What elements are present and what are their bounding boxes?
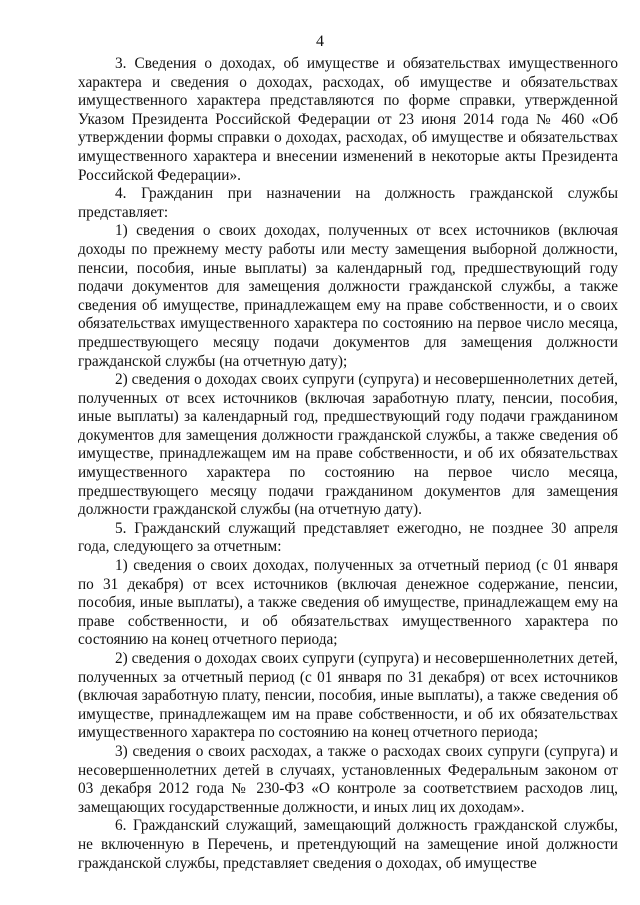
paragraph-5-item-3: 3) сведения о своих расходах, а также о расходах своих супруги (супруга) и несовершеннолетних детей в случаях, установленных Федеральным законом от 03 декабря 2012 года № 230-ФЗ «О контроле за соответствием расходов лиц, замещающих государственные должности, и иных лиц их доходам».: [78, 742, 618, 816]
paragraph-5-item-2: 2) сведения о доходах своих супруги (супруга) и несовершеннолетних детей, полученных за отчетный период (с 01 января по 31 декабря) от всех источников (включая заработную плату, пенсии, пособия, иные выплаты), а также сведения об имуществе, принадлежащем им на праве собственности, и об их обязательствах имущественного характера по состоянию на конец отчетного периода;: [78, 650, 618, 742]
paragraph-3-forms: 3. Сведения о доходах, об имуществе и обязательствах имущественного характера и сведения о доходах, расходах, об имуществе и обязательствах имущественного характера представляются по форме справки, утвержденной Указом Президента Российской Федерации от 23 июня 2014 года № 460 «Об утверждении формы справки о доходах, расходах, об имуществе и обязательствах имущественного характера и внесении изменений в некоторые акты Президента Российской Федерации».: [78, 55, 618, 184]
paragraph-4-item-2: 2) сведения о доходах своих супруги (супруга) и несовершеннолетних детей, полученных от всех источников (включая заработную плату, пенсии, пособия, иные выплаты) за календарный год, предшествующий году подачи гражданином документов для замещения должности гражданской службы, а также сведения об имуществе, принадлежащем им на праве собственности, и об их обязательствах имущественного характера по состоянию на первое число месяца, предшествующего месяцу подачи гражданином документов для замещения должности гражданской службы (на отчетную дату).: [78, 371, 618, 519]
paragraph-5-item-1: 1) сведения о своих доходах, полученных за отчетный период (с 01 января по 31 декабря) от всех источников (включая денежное содержание, пенсии, пособия, иные выплаты), а также сведения об имуществе, принадлежащем ему на праве собственности, и об обязательствах имущественного характера по состоянию на конец отчетного периода;: [78, 557, 618, 649]
document-body: [78, 55, 618, 873]
paragraph-4-citizen: 4. Гражданин при назначении на должность гражданской службы представляет:: [78, 185, 618, 221]
paragraph-5-employee: 5. Гражданский служащий представляет ежегодно, не позднее 30 апреля года, следующего за отчетным:: [78, 519, 618, 556]
paragraph-6-employee: 6. Гражданский служащий, замещающий должность гражданской службы, не включенную в Перечень, и претендующий на замещение иной должности гражданской службы, представляет сведения о доходах, об имуществе: [78, 817, 618, 872]
paragraph-4-item-1: 1) сведения о своих доходах, полученных от всех источников (включая доходы по прежнему месту работы или месту замещения выборной должности, пенсии, пособия, иные выплаты) за календарный год, предшествующий году подачи документов для замещения должности гражданской службы, а также сведения об имуществе, принадлежащем ему на праве собственности, и о своих обязательствах имущественного характера по состоянию на первое число месяца, предшествующего месяцу подачи документов для замещения должности гражданской службы (на отчетную дату);: [78, 222, 618, 370]
page-number: 4: [316, 33, 324, 50]
